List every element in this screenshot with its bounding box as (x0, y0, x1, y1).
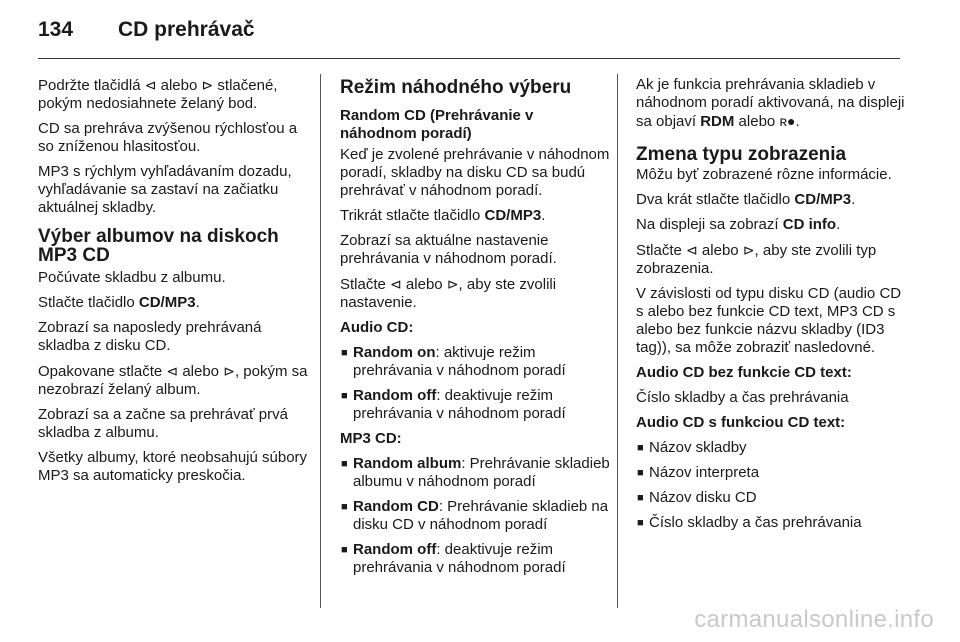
left-arrow-icon: ⊲ (390, 276, 402, 292)
bullet-icon: ■ (341, 501, 348, 513)
column-divider-2 (617, 74, 618, 608)
page-header (38, 18, 255, 42)
rdm-indicator: RDM (700, 113, 735, 130)
page-title: CD prehrávač (118, 18, 255, 41)
right-arrow-icon: ⊳ (742, 242, 755, 258)
right-arrow-icon: ⊳ (201, 77, 214, 93)
cd-mp3-button-label: CD/MP3 (484, 207, 542, 224)
paragraph: Počúvate skladbu z albumu. (38, 269, 226, 286)
left-arrow-icon: ⊲ (166, 363, 179, 379)
paragraph: Trikrát stlačte tlačidlo CD/MP3. (340, 207, 546, 224)
subheading-random-cd: Random CD (Prehrávanie v náhodnom poradí) (340, 107, 534, 142)
label-audio-cd: Audio CD: (340, 319, 414, 336)
label-audio-cd-with-text: Audio CD s funkciou CD text: (636, 414, 846, 431)
paragraph: Stlačte ⊲ alebo ⊳, aby ste zvolili typ zobrazenia. (636, 242, 877, 277)
cd-mp3-button-label: CD/MP3 (794, 191, 852, 208)
bullet-icon: ■ (637, 517, 644, 529)
header-divider (38, 58, 900, 59)
list-item: ■ Random album: Prehrávanie skladieb albumu v náhodnom poradí (341, 455, 610, 490)
right-arrow-icon: ⊳ (446, 276, 459, 292)
paragraph: Zobrazí sa a začne sa prehrávať prvá skladba z albumu. (38, 406, 288, 441)
bullet-icon: ■ (341, 458, 348, 470)
paragraph: Zobrazí sa aktuálne nastavenie prehrávania v náhodnom poradí. (340, 232, 557, 267)
paragraph: Číslo skladby a čas prehrávania (636, 389, 849, 406)
paragraph: Všetky albumy, ktoré neobsahujú súbory MP3 sa automaticky preskočia. (38, 449, 308, 484)
left-arrow-icon: ⊲ (686, 242, 698, 258)
paragraph: Keď je zvolené prehrávanie v náhodnom poradí, skladby na disku CD sa budú prehrávať v náhodnom poradí. (340, 146, 610, 199)
left-arrow-icon: ⊲ (144, 77, 157, 93)
paragraph: MP3 s rýchlym vyhľadávaním dozadu, vyhľadávanie sa zastaví na začiatku aktuálnej skladby. (38, 163, 292, 216)
section-heading-random-mode: Režim náhodného výberu (340, 77, 572, 98)
bullet-icon: ■ (341, 544, 348, 556)
list-item: ■ Číslo skladby a čas prehrávania (637, 514, 862, 531)
bullet-icon: ■ (637, 467, 644, 479)
paragraph: CD sa prehráva zvýšenou rýchlosťou a so zníženou hlasitosťou. (38, 120, 298, 155)
column-1 (38, 76, 310, 492)
section-heading-mp3-albums: Výber albumov na diskoch MP3 CD (38, 226, 279, 266)
column-2 (340, 76, 612, 584)
cd-mp3-button-label: CD/MP3 (138, 294, 196, 311)
list-item: ■ Random off: deaktivuje režim prehrávania v náhodnom poradí (341, 541, 566, 576)
list-item: ■ Názov interpreta (637, 464, 760, 481)
label-mp3-cd: MP3 CD: (340, 430, 402, 447)
list-item: ■ Random on: aktivuje režim prehrávania v náhodnom poradí (341, 344, 566, 379)
paragraph: Stlačte tlačidlo CD/MP3. (38, 294, 200, 311)
paragraph: Podržte tlačidlá ⊲ alebo ⊳ stlačené, pokým nedosiahnete želaný bod. (38, 77, 278, 112)
list-item: ■ Random CD: Prehrávanie skladieb na disku CD v náhodnom poradí (341, 498, 609, 533)
random-play-icon: ʀ● (779, 113, 796, 129)
section-heading-display-type: Zmena typu zobrazenia (636, 144, 847, 165)
paragraph: Na displeji sa zobrazí CD info. (636, 216, 841, 233)
page-number: 134 (38, 18, 74, 41)
bullet-icon: ■ (341, 347, 348, 359)
bullet-icon: ■ (341, 390, 348, 402)
paragraph: Opakovane stlačte ⊲ alebo ⊳, pokým sa nezobrazí želaný album. (38, 363, 308, 398)
list-item: ■ Názov disku CD (637, 489, 757, 506)
paragraph: V závislosti od typu disku CD (audio CD s alebo bez funkcie CD text, MP3 CD s alebo bez funkcie názvu skladby (ID3 tag)), sa môže zobraziť nasledovné. (636, 285, 902, 356)
bullet-icon: ■ (637, 492, 644, 504)
column-3 (636, 76, 908, 539)
paragraph: Dva krát stlačte tlačidlo CD/MP3. (636, 191, 856, 208)
cd-info-label: CD info (782, 216, 837, 233)
label-audio-cd-no-text: Audio CD bez funkcie CD text: (636, 364, 852, 381)
right-arrow-icon: ⊳ (223, 363, 235, 379)
list-item: ■ Random off: deaktivuje režim prehrávania v náhodnom poradí (341, 387, 566, 422)
paragraph: Ak je funkcia prehrávania skladieb v náhodnom poradí aktivovaná, na displeji sa objaví RDM alebo ʀ●. (636, 76, 905, 130)
column-divider-1 (320, 74, 321, 608)
list-item: ■ Názov skladby (637, 439, 747, 456)
paragraph: Stlačte ⊲ alebo ⊳, aby ste zvolili nastavenie. (340, 276, 557, 311)
paragraph: Môžu byť zobrazené rôzne informácie. (636, 166, 892, 183)
paragraph: Zobrazí sa naposledy prehrávaná skladba z disku CD. (38, 319, 262, 354)
bullet-icon: ■ (637, 442, 644, 454)
watermark: carmanualsonline.info (694, 606, 934, 633)
